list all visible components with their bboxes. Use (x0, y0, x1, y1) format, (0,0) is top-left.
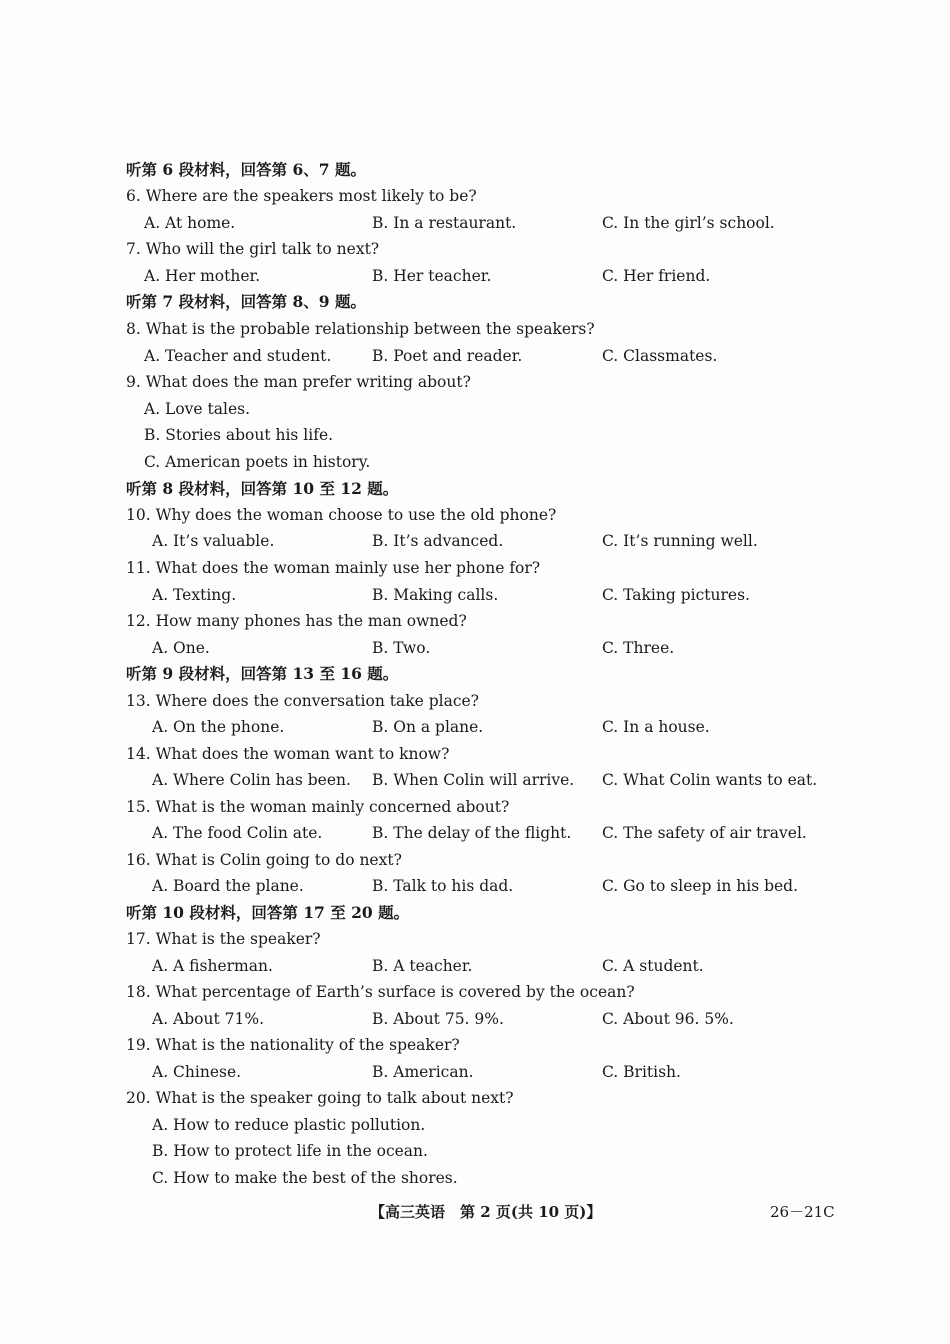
option-b: B. When Colin will arrive. (372, 771, 575, 789)
question-stem: 9. What does the man prefer writing about? (126, 373, 471, 391)
question-stem: 19. What is the nationality of the speaker? (126, 1036, 460, 1054)
option-c: C. Classmates. (602, 347, 718, 365)
option-a: A. Where Colin has been. (152, 771, 351, 789)
option-a: A. Texting. (152, 586, 237, 604)
option-a: A. About 71%. (152, 1010, 265, 1028)
option-c: C. It’s running well. (602, 532, 758, 550)
option-a: A. Board the plane. (152, 877, 304, 895)
option-b: B. Talk to his dad. (372, 877, 514, 895)
option-a: A. A fisherman. (152, 957, 273, 975)
question-stem: 13. Where does the conversation take place? (126, 692, 479, 710)
section-header: 听第 6 段材料，回答第 6、7 题。 (126, 160, 366, 179)
question-stem: 17. What is the speaker? (126, 930, 321, 948)
option-b: B. Stories about his life. (144, 426, 334, 444)
question-stem: 20. What is the speaker going to talk about next? (126, 1089, 514, 1107)
option-c: C. Three. (602, 639, 675, 657)
option-a: A. How to reduce plastic pollution. (152, 1116, 426, 1134)
option-a: A. Love tales. (144, 400, 251, 418)
option-b: B. About 75. 9%. (372, 1010, 504, 1028)
paper-code: 26－21C (770, 1203, 835, 1221)
option-c: C. In a house. (602, 718, 710, 736)
option-b: B. Making calls. (372, 586, 499, 604)
section-header: 听第 7 段材料，回答第 8、9 题。 (126, 292, 366, 311)
option-a: A. At home. (144, 214, 236, 232)
option-b: B. It’s advanced. (372, 532, 504, 550)
option-a: A. On the phone. (152, 718, 285, 736)
page-footer-label: 【高三英语 第 2 页(共 10 页)】 (370, 1203, 602, 1221)
option-c: C. British. (602, 1063, 681, 1081)
question-stem: 12. How many phones has the man owned? (126, 612, 467, 630)
question-stem: 18. What percentage of Earth’s surface is covered by the ocean? (126, 983, 635, 1001)
option-c: C. Go to sleep in his bed. (602, 877, 799, 895)
option-b: B. Her teacher. (372, 267, 492, 285)
question-stem: 16. What is Colin going to do next? (126, 851, 402, 869)
option-b: B. Poet and reader. (372, 347, 523, 365)
option-c: C. The safety of air travel. (602, 824, 807, 842)
option-b: B. The delay of the flight. (372, 824, 572, 842)
option-b: B. Two. (372, 639, 431, 657)
option-a: A. One. (152, 639, 210, 657)
question-stem: 7. Who will the girl talk to next? (126, 240, 380, 258)
question-stem: 15. What is the woman mainly concerned about? (126, 798, 510, 816)
option-a: A. Her mother. (144, 267, 261, 285)
option-c: C. About 96. 5%. (602, 1010, 734, 1028)
option-a: A. Teacher and student. (144, 347, 332, 365)
option-a: A. Chinese. (152, 1063, 242, 1081)
question-stem: 6. Where are the speakers most likely to be? (126, 187, 477, 205)
section-header: 听第 10 段材料，回答第 17 至 20 题。 (126, 903, 410, 922)
option-b: B. In a restaurant. (372, 214, 517, 232)
option-c: C. American poets in history. (144, 453, 371, 471)
option-a: A. The food Colin ate. (152, 824, 323, 842)
option-b: B. How to protect life in the ocean. (152, 1142, 428, 1160)
option-c: C. Taking pictures. (602, 586, 750, 604)
question-stem: 11. What does the woman mainly use her phone for? (126, 559, 541, 577)
question-stem: 8. What is the probable relationship between the speakers? (126, 320, 595, 338)
option-c: C. How to make the best of the shores. (152, 1169, 458, 1187)
option-c: C. What Colin wants to eat. (602, 771, 818, 789)
option-b: B. A teacher. (372, 957, 473, 975)
section-header: 听第 8 段材料，回答第 10 至 12 题。 (126, 479, 399, 498)
option-c: C. In the girl’s school. (602, 214, 775, 232)
question-stem: 14. What does the woman want to know? (126, 745, 450, 763)
option-a: A. It’s valuable. (152, 532, 275, 550)
option-c: C. Her friend. (602, 267, 711, 285)
section-header: 听第 9 段材料，回答第 13 至 16 题。 (126, 664, 399, 683)
question-stem: 10. Why does the woman choose to use the old phone? (126, 506, 557, 524)
option-b: B. American. (372, 1063, 474, 1081)
option-b: B. On a plane. (372, 718, 484, 736)
option-c: C. A student. (602, 957, 704, 975)
